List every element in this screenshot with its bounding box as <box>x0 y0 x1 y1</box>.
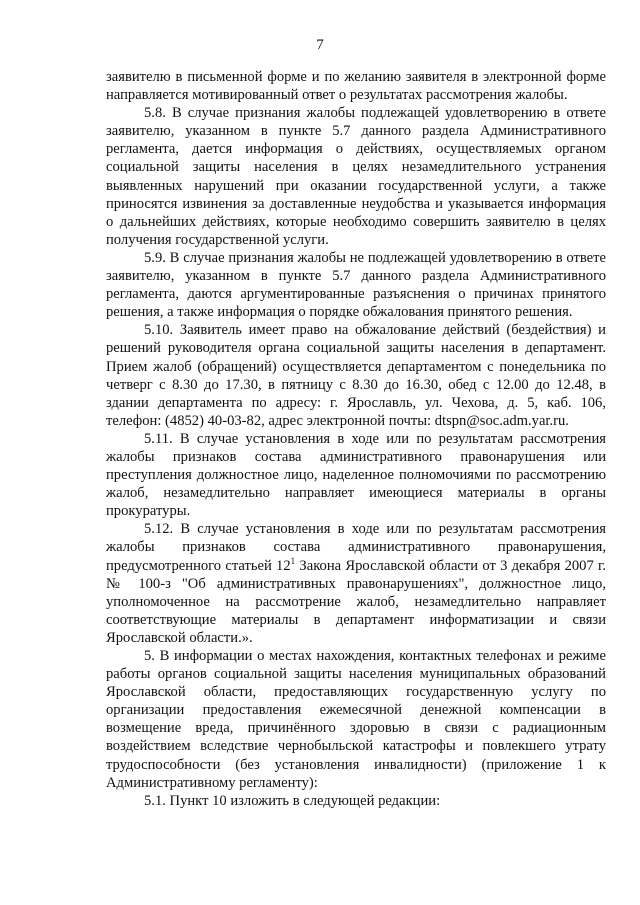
paragraph-5-9: 5.9. В случае признания жалобы не подлежащей удовлетворению в ответе заявителю, указанном в пункте 5.7 данного раздела Административного регламента, даются аргументированные разъяснения о причинах принятого решения, а также информация о порядке обжалования принятого решения. <box>106 249 606 321</box>
superscript-article-index: 1 <box>290 555 296 566</box>
paragraph-5-12-text-before: 5.12. В случае установления в ходе или по результатам рассмотрения жалобы признаков состава административного правонарушения, предусмотренного статьей 12 <box>106 521 606 574</box>
paragraph-5-1: 5.1. Пункт 10 изложить в следующей редакции: <box>144 792 441 809</box>
document-body <box>106 68 606 810</box>
paragraph-5: 5. В информации о местах нахождения, контактных телефонах и режиме работы органов социальной защиты населения муниципальных образований Ярославской области, предоставляющих государственную услугу по организации предоставления ежемесячной денежной компенсации в возмещение вреда, причинённого здоровью в связи с радиационным воздействием вследствие чернобыльской катастрофы и повлекшего утрату трудоспособности (без установления инвалидности) (приложение 1 к Административному регламенту): <box>106 648 606 791</box>
paragraph-continuation: заявителю в письменной форме и по желанию заявителя в электронной форме направляется мотивированный ответ о результатах рассмотрения жалобы. <box>106 69 606 104</box>
paragraph-5-11: 5.11. В случае установления в ходе или по результатам рассмотрения жалобы признаков состава административного правонарушения или преступления должностное лицо, наделенное полномочиями по рассмотрению жалоб, незамедлительно направляет имеющиеся материалы в органы прокуратуры. <box>106 430 606 520</box>
paragraph-5-8: 5.8. В случае признания жалобы подлежащей удовлетворению в ответе заявителю, указанном в пункте 5.7 данного раздела Административного регламента, дается информация о действиях, осуществляемых органом социальной защиты населения в целях незамедлительного устранения выявленных нарушений при оказании государственной услуги, а также приносятся извинения за доставленные неудобства и указывается информация о дальнейших действиях, которые необходимо совершить заявителю в целях получения государственной услуги. <box>106 105 606 248</box>
paragraph-5-12-text-after: Закона Ярославской области от 3 декабря 2007 г. № 100-з "Об административных правонарушениях", должностное лицо, уполномоченное на рассмотрение жалоб, незамедлительно направляет соответствующие материалы в департамент информатизации и связи Ярославской области.». <box>106 557 606 646</box>
paragraph-5-12 <box>106 520 606 647</box>
page-number: 7 <box>316 37 324 53</box>
paragraph-5-10: 5.10. Заявитель имеет право на обжалование действий (бездействия) и решений руководителя органа социальной защиты населения в департамент. Прием жалоб (обращений) осуществляется департаментом с понедельника по четверг с 8.30 до 17.30, в пятницу с 8.30 до 16.30, обед с 12.00 до 12.48, в здании департамента по адресу: г. Ярославль, ул. Чехова, д. 5, каб. 106, телефон: (4852) 40-03-82, адрес электронной почты: dtspn@soc.adm.yar.ru. <box>106 322 606 429</box>
